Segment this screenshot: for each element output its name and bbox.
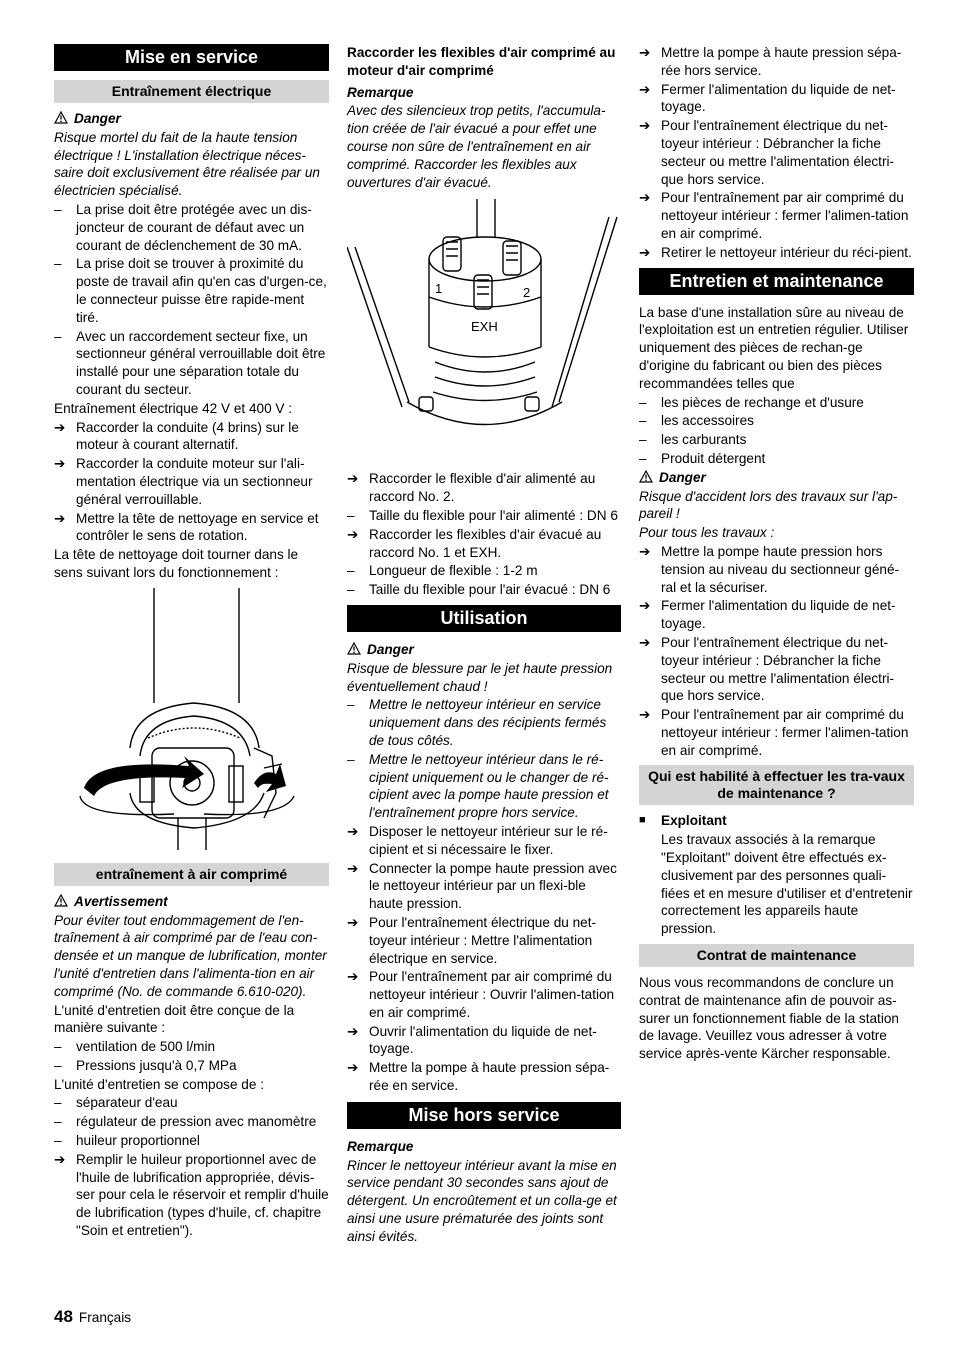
arrow-icon: ➔ [639, 634, 651, 650]
arrow-icon: ➔ [639, 190, 651, 206]
danger-text: Risque d'accident lors des travaux sur l'ap-pareil ! [639, 488, 898, 522]
paragraph: Les travaux associés à la remarque "Exploitant" doivent être effectués ex-clusivement par des personnes quali-fiées et en mesure d'utiliser et d'entretenir correctement les appareils haute pression. [661, 832, 913, 937]
list-item: ➔ Pour l'entraînement par air comprimé du nettoyeur intérieur : Ouvrir l'alimen-tation en air comprimé. [347, 969, 615, 1020]
danger-text: Risque de blessure par le jet haute pression éventuellement chaud ! [347, 660, 613, 694]
list-item: ➔ Retirer le nettoyeur intérieur du réci-pient. [639, 244, 912, 260]
arrow-icon: ➔ [347, 823, 359, 839]
arrow-icon: ➔ [639, 81, 651, 97]
warning-label: Avertissement [54, 893, 329, 911]
off-list [639, 44, 914, 262]
page-language: Français [78, 1310, 132, 1325]
list-item: ➔ Fermer l'alimentation du liquide de net-toyage. [639, 81, 896, 115]
remarque-label: Remarque [347, 1138, 414, 1154]
cleaning-head-illustration [54, 588, 329, 852]
column-left [54, 44, 329, 1241]
air-motor-figure [347, 197, 621, 464]
arrow-list [54, 419, 329, 546]
section-heading-entretien: Entretien et maintenance [639, 268, 914, 295]
list-item: ➔ Pour l'entraînement par air comprimé du nettoyeur intérieur : fermer l'alimen-tation en air comprimé. [639, 190, 909, 241]
list-item: – régulateur de pression avec manomètre [54, 1114, 317, 1130]
paragraph: Entraînement électrique 42 V et 400 V : [54, 400, 293, 416]
paragraph: L'unité d'entretien se compose de : [54, 1076, 264, 1092]
list-item: – les accessoires [639, 413, 754, 429]
paragraph: La tête de nettoyage doit tourner dans le sens suivant lors du fonctionnement : [54, 547, 299, 580]
arrow-icon: ➔ [347, 914, 359, 930]
arrow-icon: ➔ [639, 707, 651, 723]
list-item: – ventilation de 500 l/min [54, 1039, 216, 1055]
rotation-figure [54, 588, 329, 857]
list-item: ➔ Remplir le huileur proportionnel avec de l'huile de lubrification appropriée, dévis-ser pour cela le réservoir et remplir d'huile de lubrification (types d'huile, cf. chapitre "Soin et entretien"). [54, 1151, 329, 1239]
list-item: – les pièces de rechange et d'usure [639, 394, 864, 410]
fig-label-2: 2 [523, 285, 531, 301]
arrow-icon: ➔ [54, 510, 66, 526]
paragraph: La base d'une installation sûre au niveau de l'exploitation est un entretien régulier. Utiliser uniquement des pièces de rechan-ge d'origine du fabricant ou bien des pièces recommandées telles que [639, 304, 909, 391]
arrow-icon: ➔ [347, 471, 359, 487]
column-middle [347, 44, 621, 1247]
arrow-icon: ➔ [347, 1060, 359, 1076]
list-item: ➔ Raccorder la conduite moteur sur l'ali-mentation électrique via un sectionneur général verrouillable. [54, 456, 313, 507]
list-item: – les carburants [639, 432, 747, 448]
arrow-icon: ➔ [347, 1023, 359, 1039]
list-item: ➔ Pour l'entraînement électrique du net-toyeur intérieur : Débrancher la fiche secteur ou mettre l'alimentation électri-que hors service. [639, 118, 895, 187]
air-motor-illustration [347, 197, 621, 459]
section-heading-mise-en-service: Mise en service [54, 44, 329, 71]
fig-label-exh: EXH [471, 319, 498, 335]
fig-label-1: 1 [435, 281, 443, 297]
danger-label: Danger [54, 110, 329, 128]
warning-text: Pour éviter tout endommagement de l'en-traînement à air comprimé par de l'eau con-densée et un manque de lubrification, monter l'unité d'entretien dans l'alimenta-tion en air comprimé (No. de commande 6.610-020). [54, 912, 327, 999]
heading-raccorder: Raccorder les flexibles d'air comprimé au moteur d'air comprimé [347, 45, 616, 78]
warning-icon [347, 642, 361, 655]
list-item: – La prise doit se trouver à proximité du poste de travail afin qu'en cas d'urgen-ce, le connecteur puisse être rapide-ment tiré. [54, 256, 327, 325]
arrow-icon: ➔ [347, 526, 359, 542]
arrow-icon: ➔ [54, 1151, 66, 1167]
list-item: – séparateur d'eau [54, 1095, 178, 1111]
column-right [639, 44, 914, 1064]
list-item: ➔ Ouvrir l'alimentation du liquide de net-toyage. [347, 1023, 597, 1057]
list-item: ➔ Raccorder les flexibles d'air évacué au raccord No. 1 et EXH. [347, 526, 602, 560]
list-item: ➔ Pour l'entraînement par air comprimé du nettoyeur intérieur : fermer l'alimen-tation en air comprimé. [639, 707, 909, 758]
list-item: ➔ Raccorder la conduite (4 brins) sur le moteur à courant alternatif. [54, 419, 299, 453]
list-item: – Mettre le nettoyeur intérieur en service uniquement dans des récipients fermés de tous côtés. [347, 697, 607, 748]
work-list [639, 543, 914, 760]
list-item: ➔ Mettre la pompe à haute pression sépa-rée en service. [347, 1060, 610, 1094]
arrow-icon: ➔ [639, 45, 651, 60]
section-heading-utilisation: Utilisation [347, 605, 621, 632]
danger-text: Risque mortel du fait de la haute tension électrique ! L'installation électrique néces-saire doit exclusivement être réalisée par un électricien spécialisé. [54, 129, 320, 199]
list-item: ➔ Mettre la tête de nettoyage en service et contrôler le sens de rotation. [54, 510, 319, 544]
arrow-icon: ➔ [639, 598, 651, 614]
paragraph: L'unité d'entretien doit être conçue de la manière suivante : [54, 1002, 295, 1036]
arrow-icon: ➔ [347, 969, 359, 985]
arrow-icon: ➔ [639, 244, 651, 260]
dash-list [54, 201, 329, 399]
use-list [347, 823, 621, 1095]
list-item: ➔ Pour l'entraînement électrique du net-toyeur intérieur : Mettre l'alimentation électrique en service. [347, 914, 597, 966]
subheading-entrainement-electrique: Entraînement électrique [54, 80, 329, 103]
warning-icon [54, 111, 68, 124]
section-heading-mise-hors-service: Mise hors service [347, 1102, 621, 1129]
list-item: – Mettre le nettoyeur intérieur dans le ré-cipient uniquement ou le changer de ré-cipient avec la pompe haute pression et l'entraînement propre hors service. [347, 751, 609, 821]
warning-icon [54, 894, 68, 907]
subheading-qui: Qui est habilité à effectuer les tra-vaux de maintenance ? [639, 765, 914, 805]
arrow-icon: ➔ [639, 543, 651, 559]
subheading-contrat: Contrat de maintenance [639, 944, 914, 967]
page-footer [54, 1307, 131, 1327]
danger-label: Danger [639, 469, 914, 487]
paragraph: Pour tous les travaux : [639, 525, 775, 541]
list-item: ➔ Raccorder le flexible d'air alimenté au raccord No. 2. [347, 471, 596, 505]
list-item: – Produit détergent [639, 450, 766, 466]
list-item: – Pressions jusqu'à 0,7 MPa [54, 1057, 237, 1073]
list-item: ➔ Pour l'entraînement électrique du net-toyeur intérieur : Débrancher la fiche secteur ou mettre l'alimentation électri-que hors service. [639, 634, 895, 704]
page-number: 48 [54, 1307, 73, 1326]
warning-icon [639, 470, 653, 483]
arrow-icon: ➔ [54, 456, 66, 472]
subheading-air-comprime: entraînement à air comprimé [54, 863, 329, 886]
list-item: ➔ Connecter la pompe haute pression avec le nettoyeur intérieur par un flexi-ble haute pression. [347, 860, 617, 912]
remarque-label: Remarque [347, 84, 414, 100]
paragraph: Nous vous recommandons de conclure un contrat de maintenance afin de pouvoir as-surer un fonctionnement fiable de la station de lavage. Veuillez vous adresser à votre service après-vente Kärcher responsable. [639, 975, 899, 1062]
square-bullet-icon: ■ [639, 814, 646, 827]
list-item: ➔ Fermer l'alimentation du liquide de net-toyage. [639, 598, 896, 632]
list-item: – Longueur de flexible : 1-2 m [347, 563, 538, 579]
arrow-icon: ➔ [347, 860, 359, 876]
remarque-text: Avec des silencieux trop petits, l'accumula-tion créée de l'air évacué a pour effet une course non sûre de l'entraînement en air comprimé. Raccorder les flexibles aux ouvertures d'air évacué. [347, 103, 606, 190]
connection-list [347, 470, 621, 599]
list-item: – Taille du flexible pour l'air alimenté : DN 6 [347, 507, 618, 523]
danger-label: Danger [347, 641, 621, 659]
list-item: ➔ Mettre la pompe à haute pression sépa-rée hors service. [639, 45, 902, 78]
list-item: ■ Exploitant [639, 813, 727, 829]
list-item: – Avec un raccordement secteur fixe, un sectionneur général verrouillable doit être installé pour une séparation totale du courant du secteur. [54, 328, 326, 397]
list-item: ➔ Disposer le nettoyeur intérieur sur le ré-cipient et si nécessaire le fixer. [347, 823, 608, 857]
list-item: – Taille du flexible pour l'air évacué : DN 6 [347, 582, 611, 598]
arrow-icon: ➔ [54, 419, 66, 435]
list-item: – La prise doit être protégée avec un dis-joncteur de courant de défaut avec un courant de déclenchement de 30 mA. [54, 201, 312, 253]
list-item: – huileur proportionnel [54, 1133, 200, 1149]
arrow-icon: ➔ [639, 118, 651, 134]
list-item: ➔ Mettre la pompe haute pression hors tension au niveau du sectionneur géné-ral et la sécuriser. [639, 543, 900, 595]
remarque-text: Rincer le nettoyeur intérieur avant la mise en service pendant 30 secondes sans ajout de détergent. Un encroûtement et un colla-ge et ainsi une usure prématurée des joints sont ainsi évités. [347, 1157, 617, 1244]
